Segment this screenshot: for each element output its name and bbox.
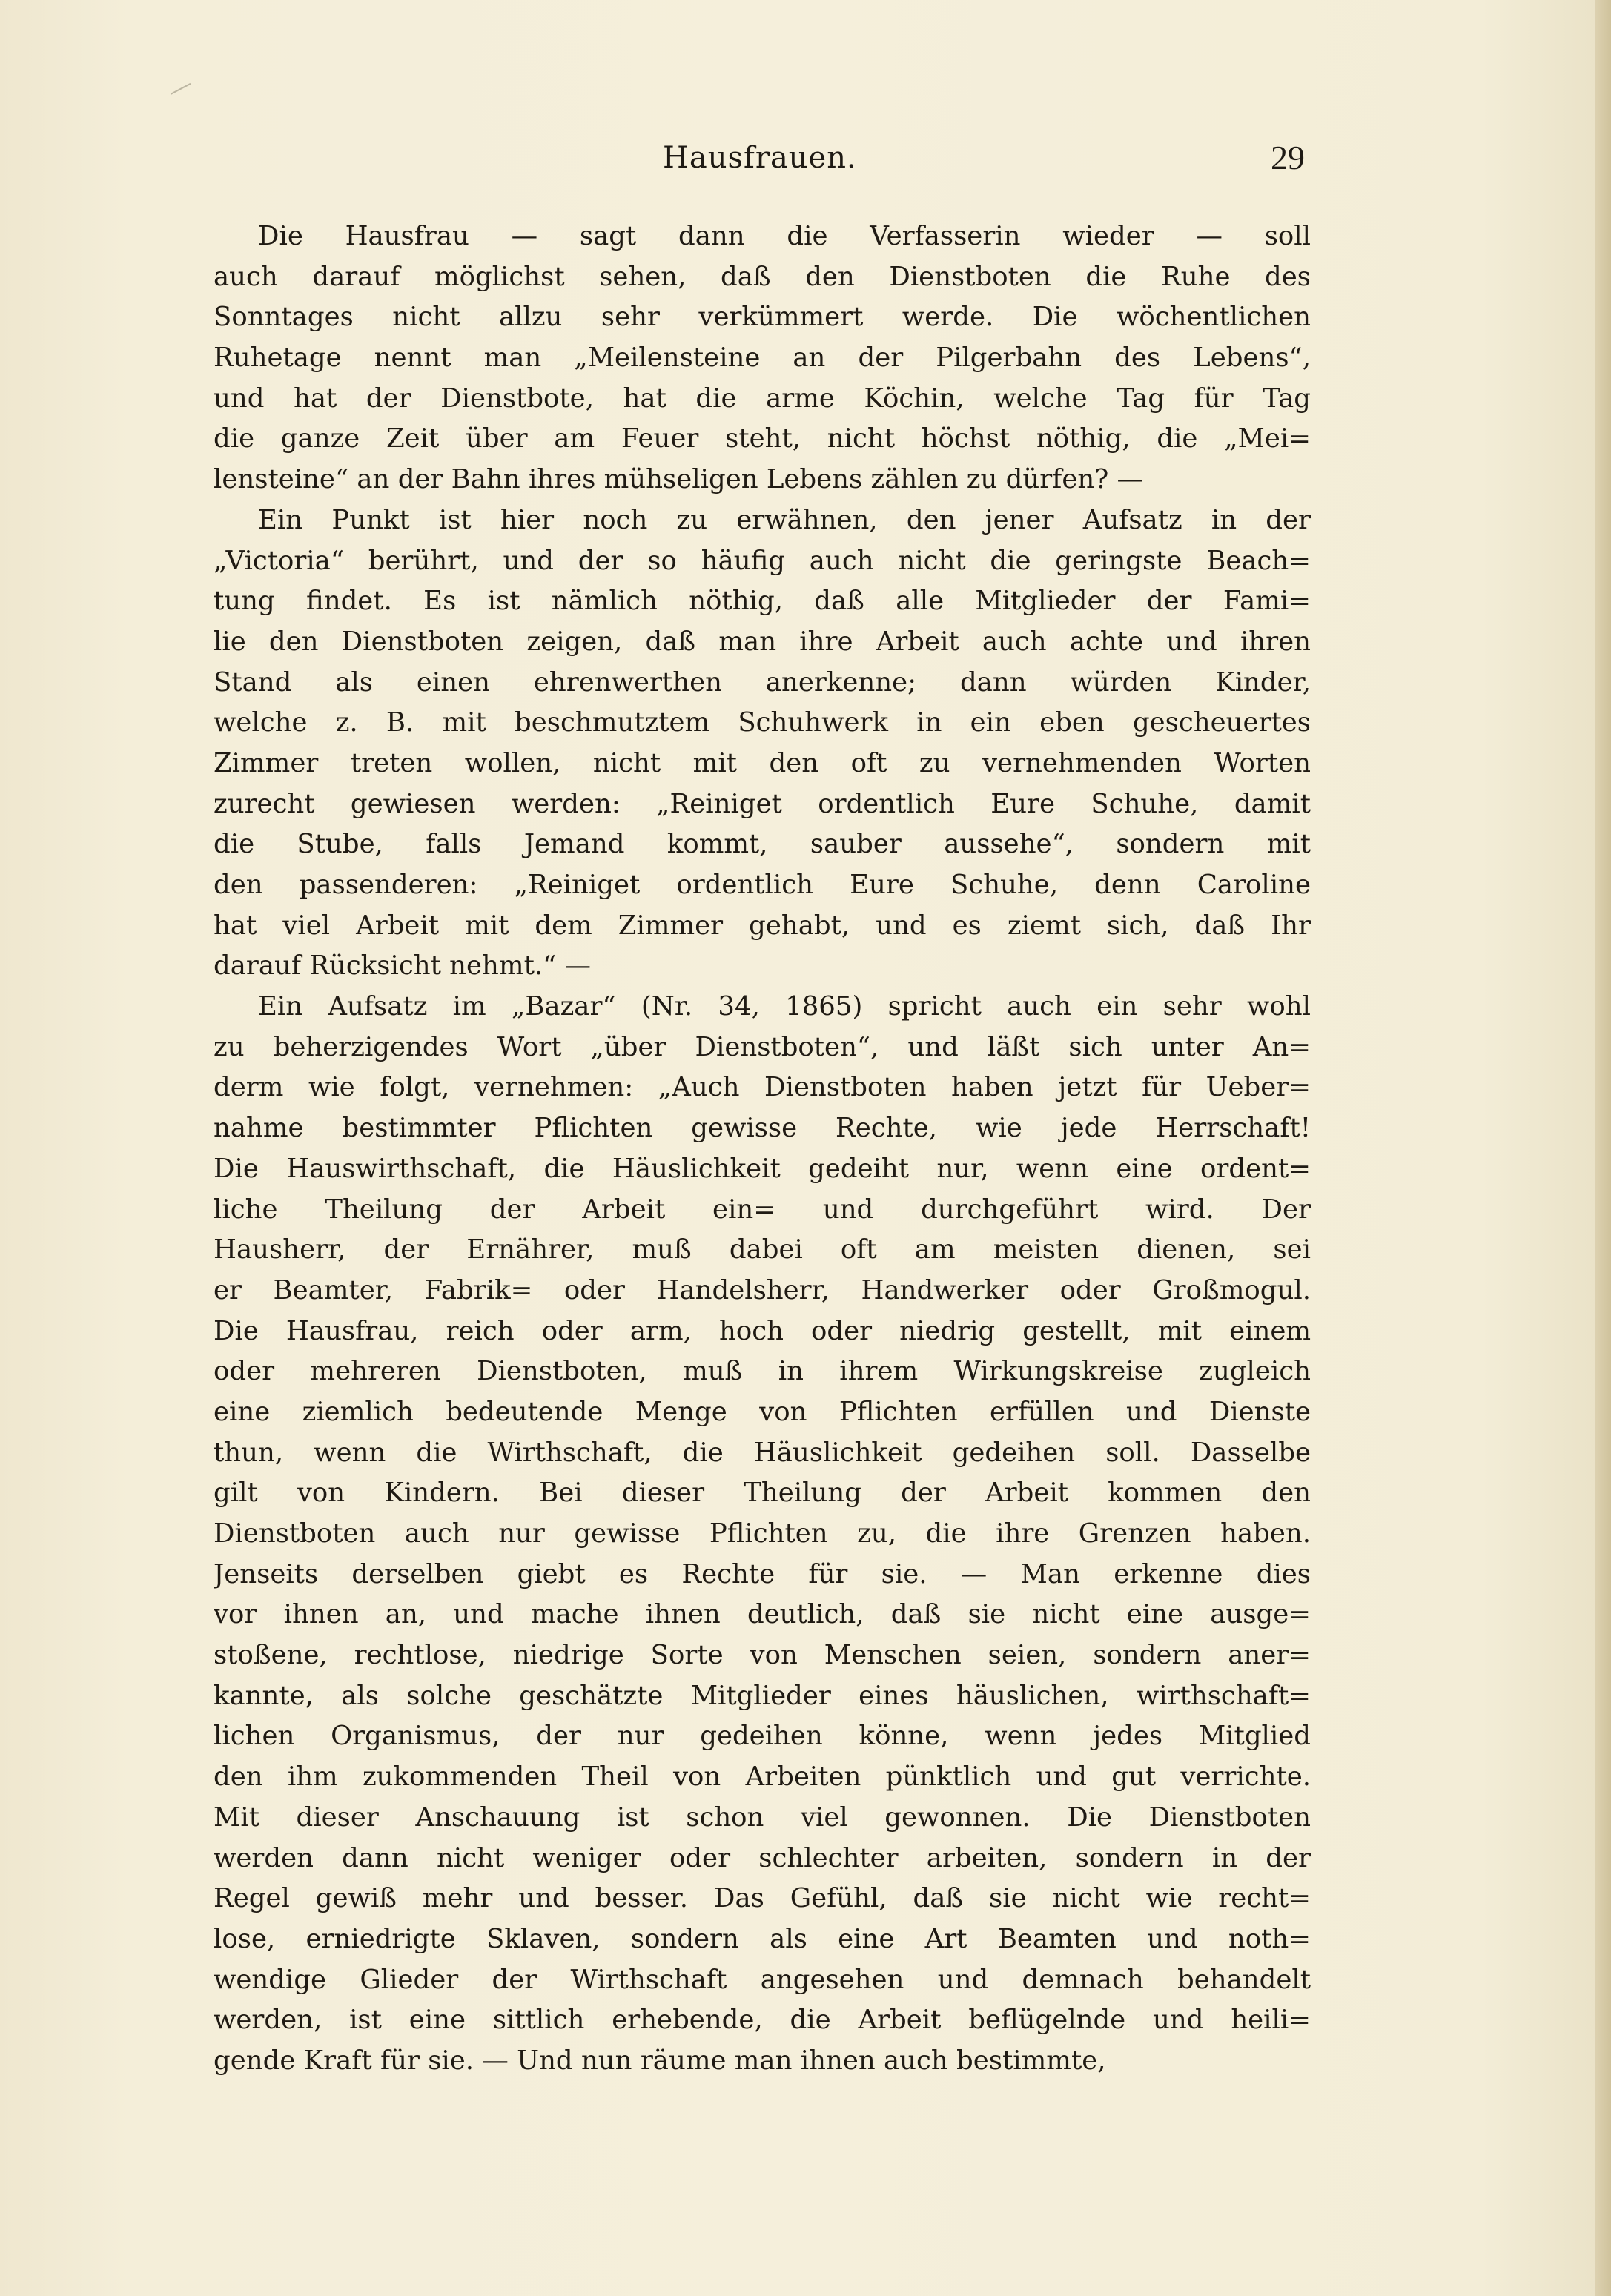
text-line: gende Kraft für sie. — Und nun räume man ihnen auch bestimmte, [214,2045,1106,2076]
text-line: Jenseits derselben giebt es Rechte für sie. — Man erkenne dies [214,1558,1311,1589]
text-line: wendige Glieder der Wirthschaft angesehen und demnach behandelt [214,1964,1311,1995]
text-line: Zimmer treten wollen, nicht mit den oft zu vernehmenden Worten [214,747,1311,778]
text-line: welche z. B. mit beschmutztem Schuhwerk in ein eben gescheuertes [214,707,1311,738]
text-line: Mit dieser Anschauung ist schon viel gewonnen. Die Dienstboten [214,1802,1311,1833]
text-line: Sonntages nicht allzu sehr verkümmert werde. Die wöchentlichen [214,302,1311,333]
text-line: darauf Rücksicht nehmt.“ — [214,950,592,982]
text-line: nahme bestimmter Pflichten gewisse Rechte, wie jede Herrschaft! [214,1113,1311,1144]
text-line: Ein Punkt ist hier noch zu erwähnen, den jener Aufsatz in der [258,504,1311,535]
text-line: oder mehreren Dienstboten, muß in ihrem Wirkungskreise zugleich [214,1356,1311,1387]
text-line: Stand als einen ehrenwerthen anerkenne; dann würden Kinder, [214,666,1311,698]
text-line: tung findet. Es ist nämlich nöthig, daß alle Mitglieder der Fami= [214,586,1311,617]
text-line: Regel gewiß mehr und besser. Das Gefühl, daß sie nicht wie recht= [214,1883,1311,1914]
text-line: thun, wenn die Wirthschaft, die Häuslichkeit gedeihen soll. Dasselbe [214,1437,1311,1468]
text-line: zu beherzigendes Wort „über Dienstboten“, und läßt sich unter An= [214,1031,1311,1062]
text-line: „Victoria“ berührt, und der so häufig auch nicht die geringste Beach= [214,545,1311,576]
text-line: Ruhetage nennt man „Meilensteine an der Pilgerbahn des Lebens“, [214,343,1311,374]
running-title: Hausfrauen. [663,141,857,175]
text-line: den ihm zukommenden Theil von Arbeiten pünktlich und gut verrichte. [214,1761,1311,1793]
text-line: hat viel Arbeit mit dem Zimmer gehabt, und es ziemt sich, daß Ihr [214,910,1311,941]
text-line: Dienstboten auch nur gewisse Pflichten zu, die ihre Grenzen haben. [214,1518,1311,1549]
running-head [222,132,1305,184]
text-line: die Stube, falls Jemand kommt, sauber aussehe“, sondern mit [214,829,1311,860]
page-edge [1595,0,1611,2296]
text-line: auch darauf möglichst sehen, daß den Dienstboten die Ruhe des [214,261,1311,292]
text-line: derm wie folgt, vernehmen: „Auch Dienstboten haben jetzt für Ueber= [214,1072,1311,1103]
text-line: lie den Dienstboten zeigen, daß man ihre Arbeit auch achte und ihren [214,626,1311,657]
text-line: er Beamter, Fabrik= oder Handelsherr, Handwerker oder Großmogul. [214,1274,1311,1306]
text-line: vor ihnen an, und mache ihnen deutlich, daß sie nicht eine ausge= [214,1599,1311,1630]
pencil-mark [171,83,196,104]
text-line: lose, erniedrigte Sklaven, sondern als eine Art Beamten und noth= [214,1923,1311,1954]
text-line: stoßene, rechtlose, niedrige Sorte von Menschen seien, sondern aner= [214,1640,1311,1671]
text-line: eine ziemlich bedeutende Menge von Pflichten erfüllen und Dienste [214,1396,1311,1427]
text-line: Die Hausfrau — sagt dann die Verfasserin wieder — soll [258,221,1311,251]
text-line: werden, ist eine sittlich erhebende, die Arbeit beflügelnde und heili= [214,2005,1311,2036]
text-line: zurecht gewiesen werden: „Reiniget ordentlich Eure Schuhe, damit [214,788,1311,819]
text-line: liche Theilung der Arbeit ein= und durchgeführt wird. Der [214,1194,1311,1225]
body-text [214,216,1311,2082]
text-line: die ganze Zeit über am Feuer steht, nicht höchst nöthig, die „Mei= [214,423,1311,454]
text-line: Die Hauswirthschaft, die Häuslichkeit gedeiht nur, wenn eine ordent= [214,1153,1311,1184]
text-line: Die Hausfrau, reich oder arm, hoch oder niedrig gestellt, mit einem [214,1315,1311,1346]
text-line: werden dann nicht weniger oder schlechter arbeiten, sondern in der [214,1842,1311,1873]
text-line: kannte, als solche geschätzte Mitglieder eines häuslichen, wirthschaft= [214,1680,1311,1711]
page-number: 29 [1271,139,1305,176]
text-line: lichen Organismus, der nur gedeihen könne, wenn jedes Mitglied [214,1721,1311,1752]
text-line: den passenderen: „Reiniget ordentlich Eure Schuhe, denn Caroline [214,870,1311,900]
text-line: Hausherr, der Ernährer, muß dabei oft am meisten dienen, sei [214,1234,1311,1266]
text-line: und hat der Dienstbote, hat die arme Köchin, welche Tag für Tag [214,383,1311,414]
text-line: Ein Aufsatz im „Bazar“ (Nr. 34, 1865) spricht auch ein sehr wohl [258,991,1311,1022]
text-line: lensteine“ an der Bahn ihres mühseligen Lebens zählen zu dürfen? — [214,464,1144,495]
text-line: gilt von Kindern. Bei dieser Theilung der Arbeit kommen den [214,1478,1311,1509]
